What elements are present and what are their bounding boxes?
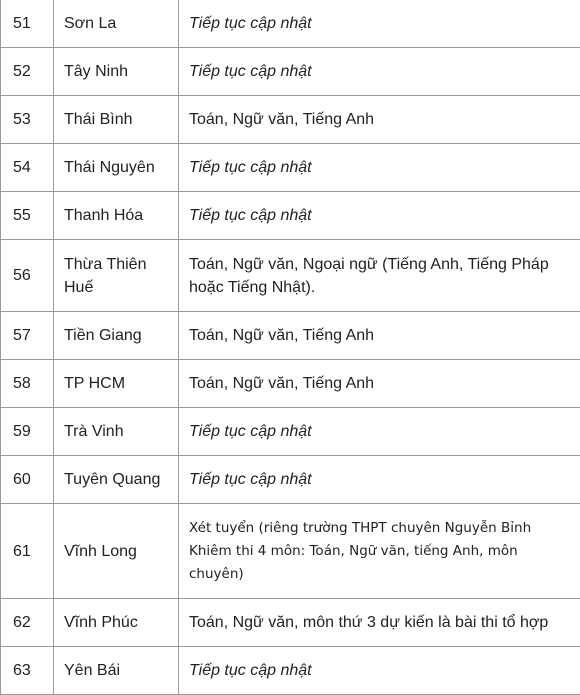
- exam-subjects: Tiếp tục cập nhật: [179, 48, 580, 96]
- province-name: Tây Ninh: [54, 48, 179, 96]
- row-number: 61: [1, 504, 54, 599]
- table-row: [1, 504, 580, 599]
- table-row: [1, 240, 580, 312]
- table-row: [1, 360, 580, 408]
- province-name: TP HCM: [54, 360, 179, 408]
- province-name: Thái Nguyên: [54, 144, 179, 192]
- row-number: 52: [1, 48, 54, 96]
- exam-subjects: Tiếp tục cập nhật: [179, 0, 580, 48]
- province-name: Sơn La: [54, 0, 179, 48]
- row-number: 57: [1, 312, 54, 360]
- province-name: Trà Vinh: [54, 408, 179, 456]
- exam-subjects: Tiếp tục cập nhật: [179, 144, 580, 192]
- table-row: [1, 144, 580, 192]
- row-number: 59: [1, 408, 54, 456]
- row-number: 60: [1, 456, 54, 504]
- table-row: [1, 456, 580, 504]
- table-row: [1, 312, 580, 360]
- exam-subjects: Tiếp tục cập nhật: [179, 456, 580, 504]
- exam-subjects: Toán, Ngữ văn, Tiếng Anh: [179, 96, 580, 144]
- row-number: 53: [1, 96, 54, 144]
- province-name: Thanh Hóa: [54, 192, 179, 240]
- province-name: Vĩnh Phúc: [54, 599, 179, 647]
- province-name: Yên Bái: [54, 647, 179, 695]
- exam-subjects: Tiếp tục cập nhật: [179, 647, 580, 695]
- exam-subjects: Toán, Ngữ văn, Tiếng Anh: [179, 360, 580, 408]
- province-name: Vĩnh Long: [54, 504, 179, 599]
- province-name: Thừa Thiên Huế: [54, 240, 179, 312]
- province-name: Thái Bình: [54, 96, 179, 144]
- table-row: [1, 96, 580, 144]
- row-number: 63: [1, 647, 54, 695]
- table-row: [1, 0, 580, 48]
- exam-subjects: Xét tuyển (riêng trường THPT chuyên Nguyễn Bỉnh Khiêm thi 4 môn: Toán, Ngữ văn, tiếng Anh, môn chuyên): [179, 504, 580, 599]
- row-number: 55: [1, 192, 54, 240]
- exam-subjects: Tiếp tục cập nhật: [179, 408, 580, 456]
- row-number: 56: [1, 240, 54, 312]
- exam-subjects: Toán, Ngữ văn, Tiếng Anh: [179, 312, 580, 360]
- province-name: Tiền Giang: [54, 312, 179, 360]
- table-row: [1, 192, 580, 240]
- table-row: [1, 599, 580, 647]
- table-row: [1, 408, 580, 456]
- exam-subjects: Toán, Ngữ văn, môn thứ 3 dự kiến là bài thi tổ hợp: [179, 599, 580, 647]
- exam-subjects: Tiếp tục cập nhật: [179, 192, 580, 240]
- row-number: 54: [1, 144, 54, 192]
- row-number: 58: [1, 360, 54, 408]
- province-name: Tuyên Quang: [54, 456, 179, 504]
- row-number: 51: [1, 0, 54, 48]
- table-row: [1, 48, 580, 96]
- table-row: [1, 647, 580, 695]
- exam-subjects: Toán, Ngữ văn, Ngoại ngữ (Tiếng Anh, Tiếng Pháp hoặc Tiếng Nhật).: [179, 240, 580, 312]
- row-number: 62: [1, 599, 54, 647]
